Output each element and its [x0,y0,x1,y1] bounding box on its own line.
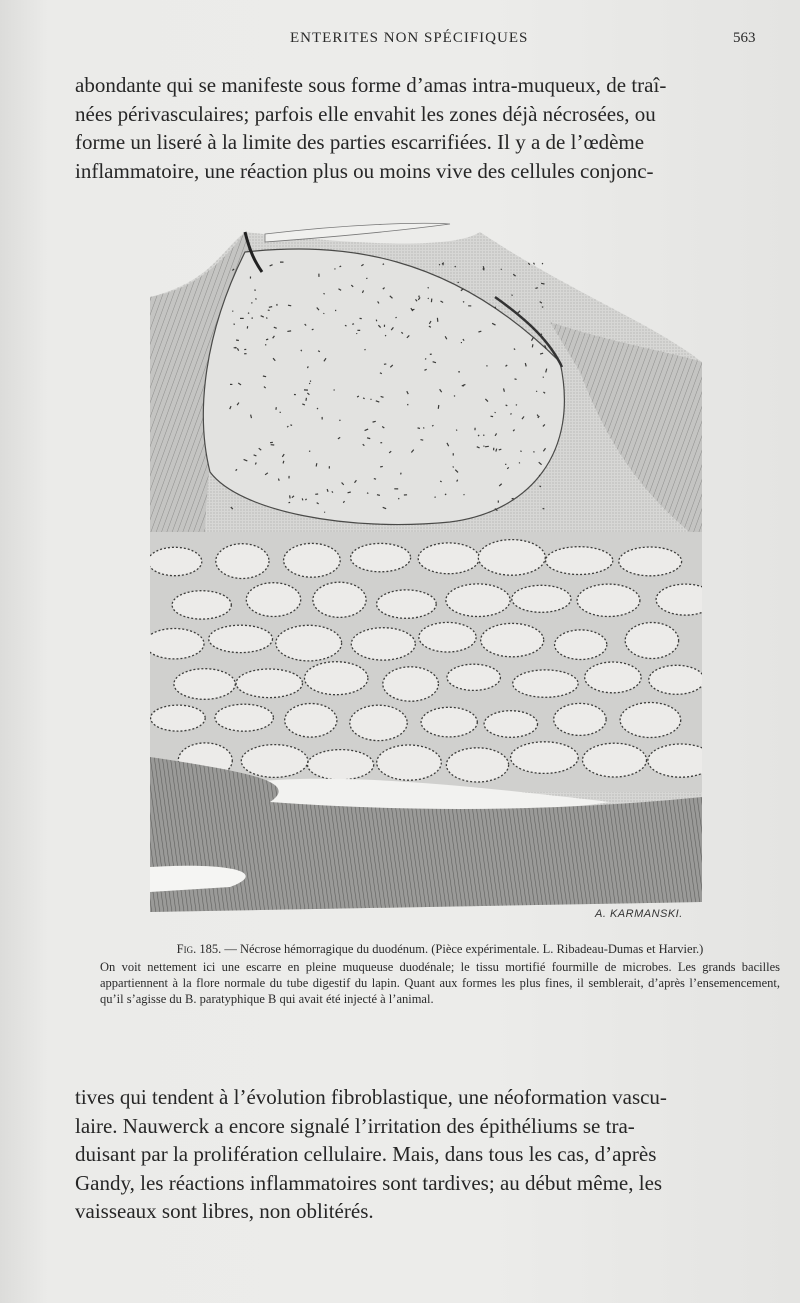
running-title: ENTERITES NON SPÉCIFIQUES [290,30,529,46]
microbe [276,304,277,306]
gland [313,582,366,617]
microbe [279,412,281,413]
microbe [304,389,308,390]
text-line: Gandy, les réactions inflammatoires sont tardives; au début même, les [75,1170,663,1195]
microbe [394,488,398,489]
gland [513,670,578,697]
microbe [280,262,284,263]
microbe [357,330,360,331]
gland [172,591,231,619]
microbe [505,464,506,465]
gland [649,665,702,694]
page-number: 563 [733,30,756,46]
microbe [384,325,385,327]
gland [351,543,411,571]
microbe [244,353,246,354]
gland [512,585,571,612]
microbe [294,394,296,395]
page-header [0,30,800,54]
microbe [318,274,319,277]
microbe [501,269,502,270]
figure-caption [100,941,780,1007]
caption-title-line [100,941,780,957]
gland [585,662,641,693]
microbe [329,466,330,468]
microbe [542,263,544,265]
microbe [468,305,471,306]
microbe [288,476,289,479]
gland [383,667,439,701]
text-line: nées périvasculaires; parfois elle envahit les zones déjà nécrosées, ou [75,101,656,126]
gland [216,544,269,579]
microbe [309,451,310,452]
caption-title: — Nécrose hémorragique du duodénum. (Pièce expérimentale. L. Ribadeau-Dumas et Harvier.) [224,942,704,956]
gland [377,590,437,618]
gland [583,743,647,777]
gland [620,703,681,738]
gland [215,704,273,731]
gland [276,625,342,661]
gland [484,711,537,738]
microbe [310,381,311,382]
gland [351,628,415,660]
microbe [542,306,543,307]
microbe [254,289,256,290]
gland [446,748,508,782]
gland [151,705,206,731]
gland [150,547,202,575]
figure-label: Fig. 185. [176,942,222,956]
microbe [380,442,382,443]
microbe [322,417,323,420]
text-line: duisant par la prolifération cellulaire. Mais, dans tous les cas, d’après [75,1142,657,1166]
microbe [250,276,251,278]
microbe [519,462,520,463]
microbe [359,318,361,319]
gland [241,745,308,778]
gland [619,547,682,576]
gland [418,543,479,574]
gland [377,745,442,780]
microbe [230,384,232,385]
gland [285,704,337,738]
gland [174,669,235,700]
histology-illustration [150,212,702,918]
paragraph-bottom [75,1083,775,1226]
caption-body: On voit nettement ici une escarre en pleine muqueuse duodénale; le tissu mortifié fourmille de microbes. Les grands bacilles appartiennent à la flore normale du tube digestif du lapin. Quant aux formes les plus fines, il semblerait, d’après l’ensemencement, qu’il s’agisse du B. paratyphique B qui avait été injecté à l’animal. [100,960,780,1006]
paragraph-top [75,71,765,185]
microbe [533,263,535,265]
gland [481,623,544,656]
microbe [335,310,336,311]
gland [478,540,545,576]
gland [236,669,302,698]
text-line: inflammatoire, une réaction plus ou moins vive des cellules conjonc- [75,158,654,183]
gland [577,584,640,616]
gland [511,742,579,774]
text-line: abondante qui se manifeste sous forme d’amas intra-muqueux, de traî- [75,73,667,97]
microbe [244,349,246,350]
gland [209,625,273,652]
gland [246,583,300,617]
gland [625,623,678,659]
gland [305,662,368,695]
gland [350,705,407,740]
microbe [235,347,236,348]
text-line: vaisseaux sont libres, non oblitérés. [75,1199,374,1223]
gland [555,630,607,660]
microbe [356,333,357,334]
gland [284,543,341,577]
artist-signature: A. KARMANSKI. [595,908,683,920]
microbe [453,453,454,455]
gland [421,707,477,737]
microbe [493,448,494,451]
gland [546,547,613,575]
microbe [324,512,325,513]
microbe [458,371,460,372]
gland [554,703,606,735]
gland [308,750,374,780]
microbe [474,428,475,431]
microbe [240,318,244,319]
text-line: laire. Nauwerck a encore signalé l’irritation des épithéliums se tra- [75,1113,635,1138]
gland [419,622,476,652]
microbe [498,501,499,503]
gland [446,584,510,617]
microbe [232,311,233,312]
tissue-top-gap [265,223,450,242]
microbe [404,494,407,495]
text-line: tives qui tendent à l’évolution fibroblastique, une néoformation vascu- [75,1085,667,1109]
microbe [252,317,253,319]
microbe [339,420,340,421]
microbe [461,342,462,343]
text-line: forme un liseré à la limite des parties escarrifiées. Il y a de l’œdème [75,130,645,154]
microbe [364,349,365,350]
gland [447,664,500,690]
